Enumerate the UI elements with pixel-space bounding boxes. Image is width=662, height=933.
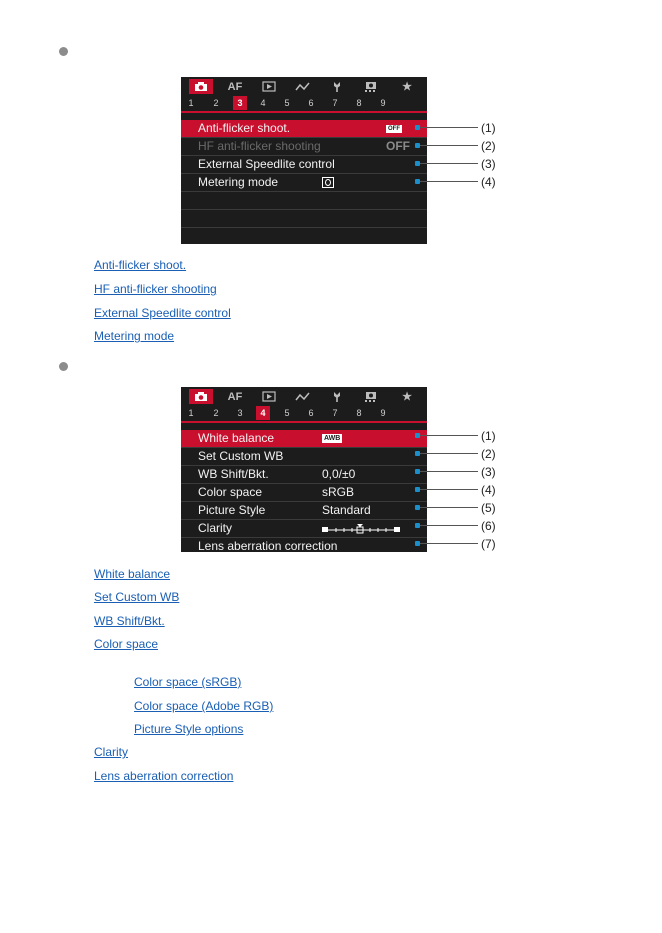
link-sub-1[interactable]: Color space (sRGB) bbox=[134, 675, 242, 689]
menu-row-label: Color space bbox=[198, 485, 263, 499]
menu-rows bbox=[181, 113, 427, 244]
playback-icon[interactable] bbox=[257, 79, 281, 94]
callout-line bbox=[420, 163, 478, 164]
star-icon[interactable]: ★ bbox=[402, 391, 412, 403]
page-number[interactable]: 7 bbox=[332, 98, 338, 108]
wireless-icon[interactable] bbox=[291, 79, 315, 94]
menu-row-lens-aberration[interactable] bbox=[181, 538, 427, 552]
callout-line bbox=[420, 453, 478, 454]
callout-label: (2) bbox=[481, 139, 496, 153]
menu-row-empty bbox=[181, 192, 427, 210]
anti-flicker-off-badge: OFF bbox=[388, 125, 400, 132]
menu-rows bbox=[181, 423, 427, 552]
menu-row-external-speedlite[interactable] bbox=[181, 156, 427, 174]
menu-row-value bbox=[386, 120, 402, 137]
menu-row-label: WB Shift/Bkt. bbox=[198, 467, 269, 481]
custom-function-icon[interactable] bbox=[359, 389, 383, 404]
wrench-icon[interactable] bbox=[325, 79, 349, 94]
page-number[interactable]: 7 bbox=[332, 408, 338, 418]
page-number[interactable]: 6 bbox=[308, 408, 314, 418]
page-number[interactable]: 3 bbox=[237, 408, 243, 418]
menu-row-value bbox=[322, 430, 342, 447]
link-external-speedlite[interactable]: External Speedlite control bbox=[94, 306, 231, 320]
callout-line bbox=[420, 127, 478, 128]
callout-label: (3) bbox=[481, 465, 496, 479]
menu-row-label: Metering mode bbox=[198, 175, 279, 189]
page-numbers bbox=[181, 405, 427, 421]
page-number[interactable]: 1 bbox=[188, 408, 194, 418]
menu-row-anti-flicker[interactable] bbox=[181, 120, 427, 138]
callout-line bbox=[420, 525, 478, 526]
callout-label: (3) bbox=[481, 157, 496, 171]
menu-row-value: OFF bbox=[386, 139, 410, 153]
page-number-active[interactable]: 3 bbox=[233, 96, 247, 110]
menu-row-picture-style[interactable] bbox=[181, 502, 427, 520]
playback-icon[interactable] bbox=[257, 389, 281, 404]
menu-row-value: 0,0/±0 bbox=[322, 467, 356, 481]
link-anti-flicker[interactable]: Anti-flicker shoot. bbox=[94, 258, 187, 272]
menu-row-empty bbox=[181, 228, 427, 244]
callout-label: (5) bbox=[481, 501, 496, 515]
menu-row-wb-shift[interactable] bbox=[181, 466, 427, 484]
page-number[interactable]: 8 bbox=[356, 408, 362, 418]
page-number[interactable]: 6 bbox=[308, 98, 314, 108]
callout-label: (7) bbox=[481, 537, 496, 551]
clarity-scale-icon bbox=[322, 524, 400, 534]
callout-label: (1) bbox=[481, 429, 496, 443]
page-number[interactable]: 9 bbox=[380, 98, 386, 108]
callout-label: (4) bbox=[481, 175, 496, 189]
link-lens-aberration[interactable]: Lens aberration correction bbox=[94, 769, 234, 783]
callout-line bbox=[420, 489, 478, 490]
menu-row-set-custom-wb[interactable] bbox=[181, 448, 427, 466]
menu-row-label: Picture Style bbox=[198, 503, 266, 517]
page-number[interactable]: 2 bbox=[213, 98, 219, 108]
star-icon[interactable]: ★ bbox=[402, 81, 412, 93]
wireless-icon[interactable] bbox=[291, 389, 315, 404]
callout-line bbox=[420, 181, 478, 182]
menu-tabs bbox=[181, 387, 427, 405]
link-clarity[interactable]: Clarity bbox=[94, 745, 129, 759]
callout-label: (4) bbox=[481, 483, 496, 497]
menu-row-clarity[interactable] bbox=[181, 520, 427, 538]
callout-line bbox=[420, 543, 478, 544]
link-color-space[interactable]: Color space bbox=[94, 637, 159, 651]
menu-row-value: Standard bbox=[322, 503, 371, 517]
menu-row-label: White balance bbox=[198, 431, 275, 445]
menu-row-label: Anti-flicker shoot. bbox=[198, 121, 291, 135]
link-hf-anti-flicker[interactable]: HF anti-flicker shooting bbox=[94, 282, 217, 296]
menu-row-label: HF anti-flicker shooting bbox=[198, 139, 321, 153]
callout-label: (1) bbox=[481, 121, 496, 135]
menu-row-color-space[interactable] bbox=[181, 484, 427, 502]
page-numbers bbox=[181, 95, 427, 111]
menu-row-empty bbox=[181, 210, 427, 228]
page-number-active[interactable]: 4 bbox=[256, 406, 270, 420]
callout-label: (2) bbox=[481, 447, 496, 461]
camera-menu-screen-2 bbox=[181, 387, 427, 552]
af-icon[interactable]: AF bbox=[227, 80, 243, 93]
menu-tabs bbox=[181, 77, 427, 95]
page-number[interactable]: 5 bbox=[284, 408, 290, 418]
af-icon[interactable]: AF bbox=[227, 390, 243, 403]
menu-row-value bbox=[322, 174, 334, 191]
page-number[interactable]: 4 bbox=[260, 98, 266, 108]
bullet-2 bbox=[59, 362, 68, 371]
custom-function-icon[interactable] bbox=[359, 79, 383, 94]
camera-menu-screen-1 bbox=[181, 77, 427, 244]
callout-line bbox=[420, 145, 478, 146]
page-number[interactable]: 9 bbox=[380, 408, 386, 418]
page-number[interactable]: 1 bbox=[188, 98, 194, 108]
link-white-balance[interactable]: White balance bbox=[94, 567, 171, 581]
awb-badge: AWB bbox=[324, 435, 341, 443]
callout-line bbox=[420, 507, 478, 508]
menu-row-hf-anti-flicker[interactable] bbox=[181, 138, 427, 156]
page-number[interactable]: 5 bbox=[284, 98, 290, 108]
menu-row-label: Set Custom WB bbox=[198, 449, 284, 463]
menu-row-metering-mode[interactable] bbox=[181, 174, 427, 192]
link-metering-mode[interactable]: Metering mode bbox=[94, 329, 175, 343]
callout-line bbox=[420, 435, 478, 436]
link-sub-2[interactable]: Color space (Adobe RGB) bbox=[134, 699, 274, 713]
menu-row-label: Clarity bbox=[198, 521, 233, 535]
wrench-icon[interactable] bbox=[325, 389, 349, 404]
link-wb-shift[interactable]: WB Shift/Bkt. bbox=[94, 614, 165, 628]
menu-row-label: Lens aberration correction bbox=[198, 539, 338, 552]
bullet-1 bbox=[59, 47, 68, 56]
link-sub-3[interactable]: Picture Style options bbox=[134, 722, 244, 736]
page-number[interactable]: 8 bbox=[356, 98, 362, 108]
menu-row-label: External Speedlite control bbox=[198, 157, 335, 171]
menu-row-white-balance[interactable] bbox=[181, 430, 427, 448]
callout-line bbox=[420, 471, 478, 472]
callout-label: (6) bbox=[481, 519, 496, 533]
page-number[interactable]: 2 bbox=[213, 408, 219, 418]
camera-icon[interactable] bbox=[189, 389, 213, 404]
menu-row-value: sRGB bbox=[322, 485, 355, 499]
link-set-custom-wb[interactable]: Set Custom WB bbox=[94, 590, 180, 604]
evaluative-metering-icon bbox=[322, 177, 334, 188]
camera-icon[interactable] bbox=[189, 79, 213, 94]
